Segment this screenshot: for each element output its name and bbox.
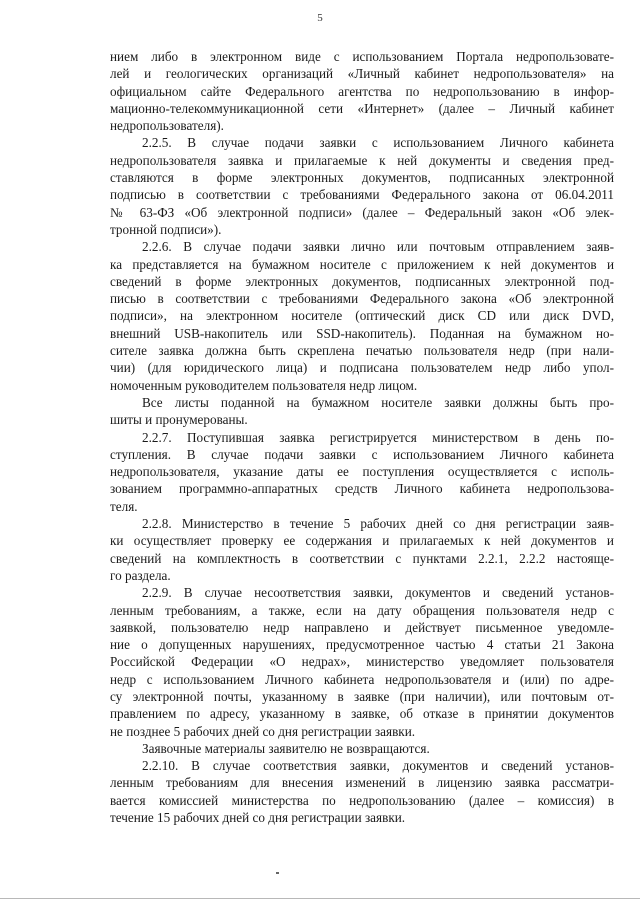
text-line: недропользователя заявка и прилагаемые к ней документы и сведения пред- <box>110 152 614 168</box>
text-line: подписи», на электронном носителе (оптический диск CD или диск DVD, <box>110 308 614 324</box>
text-line: ленным требованиям для внесения изменений в лицензию заявка рассматри- <box>110 775 614 791</box>
text-line: внешний USB-накопитель или SSD-накопитель). Поданная на бумажном но- <box>110 325 614 341</box>
text-line: 2.2.5. В случае подачи заявки с использованием Личного кабинета <box>142 135 614 151</box>
text-line: официальном сайте Федерального агентства по недропользованию в инфор- <box>110 83 614 99</box>
text-line: тронной подписи»). <box>110 221 222 237</box>
text-line: недропользователя). <box>110 118 224 134</box>
text-line: недропользователя, указание даты ее поступления осуществляется с исполь- <box>110 464 614 480</box>
text-line: го раздела. <box>110 567 171 583</box>
text-line: ка представляется на бумажном носителе с приложением к ней документов и <box>110 256 614 272</box>
text-line: чии) (для юридического лица) и подписана пользователем недр либо упол- <box>110 360 614 376</box>
text-line: Российской Федерации «О недрах», министерство уведомляет пользователя <box>110 654 614 670</box>
text-line: не позднее 5 рабочих дней со дня регистрации заявки. <box>110 723 416 739</box>
text-line: ки осуществляет проверку ее содержания и прилагаемых к ней документов и <box>110 533 614 549</box>
text-line: 2.2.7. Поступившая заявка регистрируется министерством в день по- <box>142 429 614 445</box>
text-line: ступления. В случае подачи заявки с использованием Личного кабинета <box>110 446 614 462</box>
text-line: лей и геологических организаций «Личный кабинет недропользователя» на <box>110 66 614 82</box>
scan-edge-line <box>0 898 640 899</box>
text-line: 2.2.8. Министерство в течение 5 рабочих дней со дня регистрации заяв- <box>142 516 614 532</box>
document-body <box>110 48 614 826</box>
text-line: недр с использованием Личного кабинета недропользователя и (или) по адре- <box>110 671 614 687</box>
text-line: сителе заявка должна быть скреплена печатью пользователя недр (при нали- <box>110 343 614 359</box>
text-line: ставляются в форме электронных документов, подписанных электронной <box>110 170 614 186</box>
text-line: ние о допущенных нарушениях, предусмотренное частью 4 статьи 21 Закона <box>110 637 614 653</box>
text-line: сведений на комплектность в соответствии с пунктами 2.2.1, 2.2.2 настояще- <box>110 550 614 566</box>
text-line: нием либо в электронном виде с использованием Портала недропользовате- <box>110 49 614 64</box>
text-line: мационно-телекоммуникационной сети «Интернет» (далее – Личный кабинет <box>110 100 614 116</box>
text-line: 2.2.9. В случае несоответствия заявки, документов и сведений установ- <box>142 585 614 601</box>
text-line: номоченным руководителем пользователя недр лицом. <box>110 377 418 393</box>
text-line: течение 15 рабочих дней со дня регистрации заявки. <box>110 810 406 826</box>
text-line: ленным требованиям, а также, если на дату обращения пользователя недр с <box>110 602 614 618</box>
text-line: су электронной почты, указанному в заявке (при наличии), или почтовым от- <box>110 688 614 704</box>
text-line: правлением по адресу, указанному в заявке, об отказе в принятии документов <box>110 706 614 722</box>
text-line: заявкой, пользователю недр направлено и действует письменное уведомле- <box>110 619 614 635</box>
text-line: 2.2.10. В случае соответствия заявки, документов и сведений установ- <box>142 758 614 774</box>
text-line: теля. <box>110 498 138 514</box>
text-line: вается комиссией министерства по недропользованию (далее – комиссия) в <box>110 792 614 808</box>
text-line: шиты и пронумерованы. <box>110 412 248 428</box>
text-line: писью в соответствии с требованиями Федерального закона «Об электронной <box>110 291 614 307</box>
scan-artifact <box>276 872 279 874</box>
text-line: подписью в соответствии с требованиями Федерального закона от 06.04.2011 <box>110 187 614 203</box>
text-line: Заявочные материалы заявителю не возвращаются. <box>142 740 430 756</box>
text-line: № 63-ФЗ «Об электронной подписи» (далее – Федеральный закон «Об элек- <box>110 204 614 220</box>
page-number: 5 <box>317 12 323 24</box>
text-line: Все листы поданной на бумажном носителе заявки должны быть про- <box>142 394 614 410</box>
text-line: зованием программно-аппаратных средств Личного кабинета недропользова- <box>110 481 614 497</box>
text-line: сведений в форме электронных документов, подписанных электронной под- <box>110 273 614 289</box>
text-line: 2.2.6. В случае подачи заявки лично или почтовым отправлением заяв- <box>142 239 614 255</box>
